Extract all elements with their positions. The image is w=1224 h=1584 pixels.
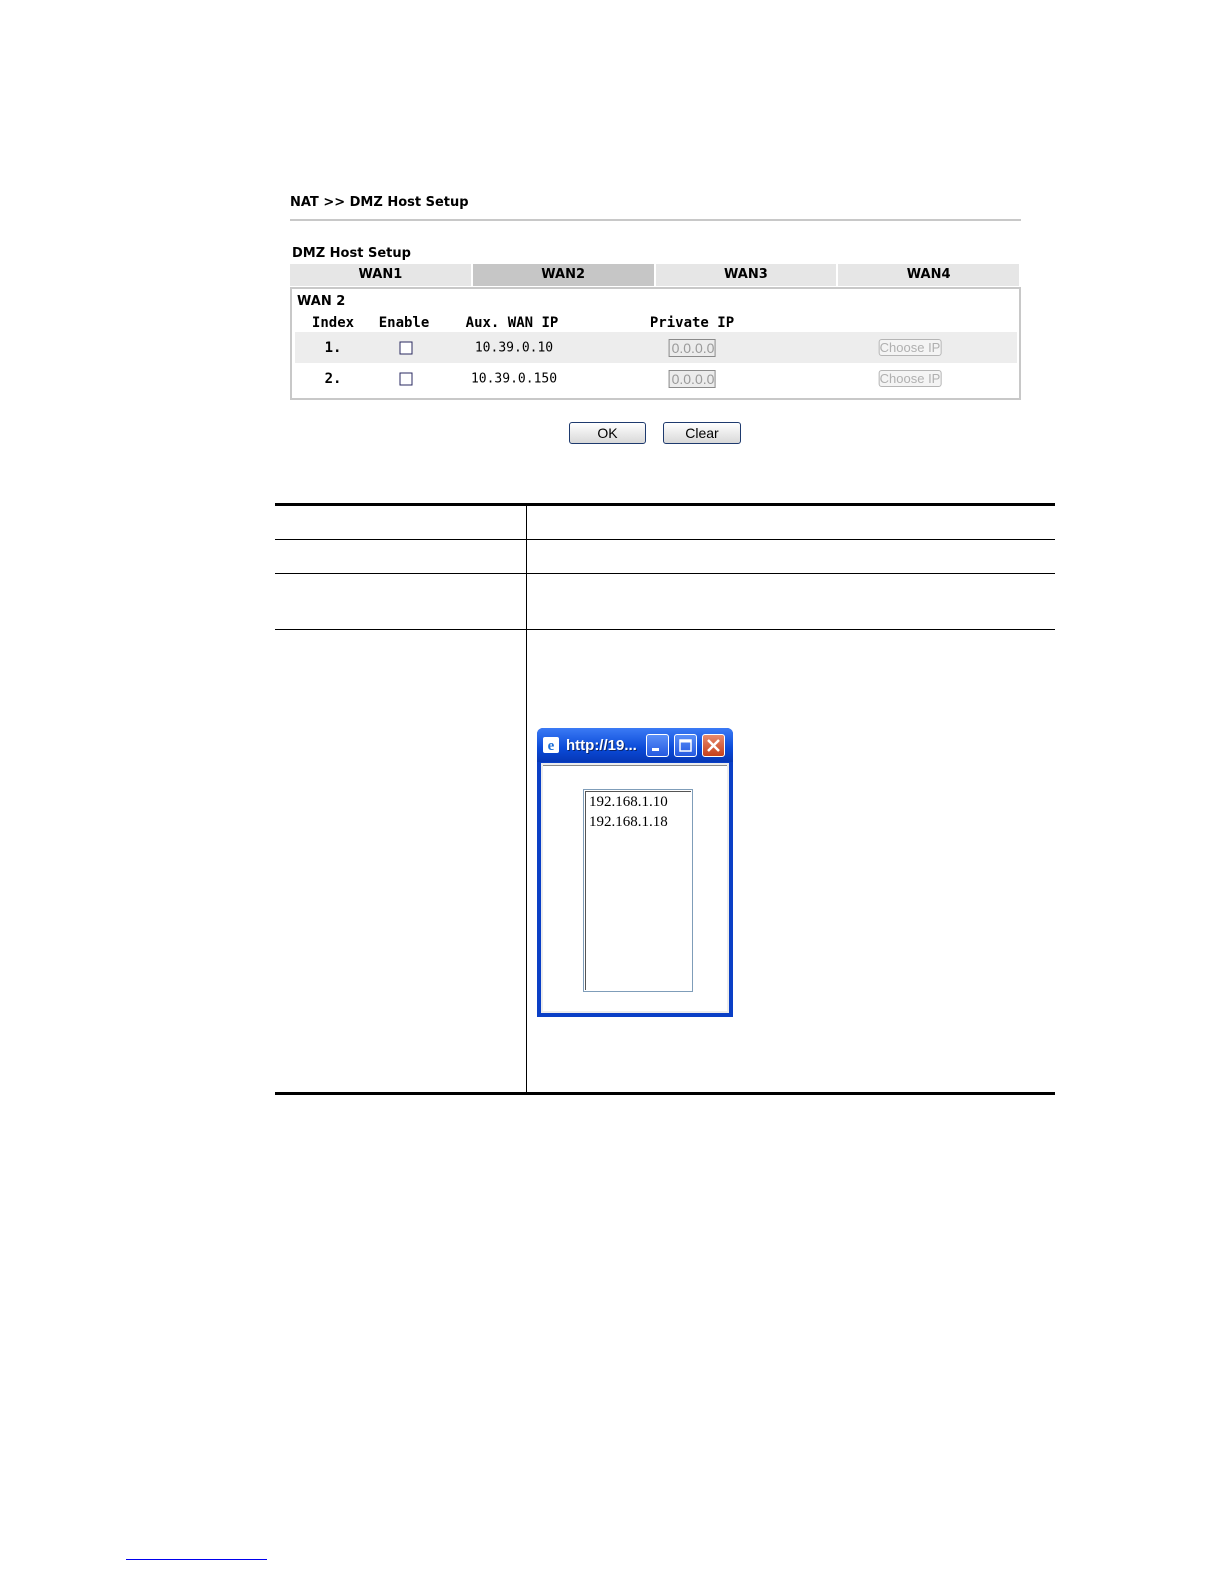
row-index: 2. — [324, 370, 342, 387]
svg-text:e: e — [547, 738, 555, 754]
minimize-button[interactable] — [646, 734, 669, 757]
tab-wan3[interactable]: WAN3 — [656, 264, 837, 286]
popup-title: http://19... — [566, 737, 637, 754]
popup-body — [541, 763, 729, 1013]
header-aux-wan-ip: Aux. WAN IP — [465, 315, 559, 331]
maximize-icon — [675, 735, 696, 756]
list-item[interactable]: 192.168.1.18 — [589, 814, 668, 830]
table-rule — [275, 629, 1055, 630]
table-column-divider — [526, 505, 527, 1094]
enable-checkbox-cell — [400, 372, 413, 385]
section-title: DMZ Host Setup — [292, 246, 411, 261]
ie-icon — [542, 736, 560, 754]
title-divider — [290, 219, 1021, 221]
aux-wan-ip: 10.39.0.150 — [470, 371, 558, 386]
list-item[interactable]: 192.168.1.10 — [589, 794, 668, 810]
table-top-rule — [275, 503, 1055, 506]
choose-ip-popup-window — [537, 728, 733, 1017]
close-button[interactable] — [702, 734, 725, 757]
private-ip-cell — [669, 369, 716, 389]
wan-tabs — [290, 264, 1019, 286]
enable-checkbox[interactable] — [400, 372, 413, 385]
private-ip-cell — [669, 338, 716, 358]
choose-ip-cell — [879, 338, 942, 358]
aux-wan-ip: 10.39.0.10 — [474, 340, 554, 355]
dmz-host-panel — [290, 287, 1021, 400]
table-row — [295, 363, 1017, 394]
footnote-rule — [126, 1559, 267, 1560]
table-row — [295, 332, 1017, 363]
ok-button[interactable]: OK — [569, 422, 646, 444]
ip-listbox[interactable] — [583, 789, 693, 992]
close-icon — [703, 735, 724, 756]
header-index: Index — [311, 315, 355, 331]
choose-ip-cell — [879, 369, 942, 389]
clear-button[interactable]: Clear — [663, 422, 741, 444]
popup-content — [543, 765, 727, 1011]
header-enable: Enable — [378, 315, 430, 331]
tab-wan4[interactable]: WAN4 — [838, 264, 1019, 286]
wan-label: WAN 2 — [297, 294, 346, 309]
enable-checkbox-cell — [400, 341, 413, 354]
minimize-icon — [647, 735, 668, 756]
tab-wan2[interactable]: WAN2 — [473, 264, 654, 286]
tab-wan1[interactable]: WAN1 — [290, 264, 471, 286]
choose-ip-button[interactable]: Choose IP — [879, 339, 941, 355]
enable-checkbox[interactable] — [400, 341, 413, 354]
table-bottom-rule — [275, 1092, 1055, 1095]
maximize-button[interactable] — [674, 734, 697, 757]
private-ip-field[interactable]: 0.0.0.0 — [669, 370, 716, 388]
choose-ip-button[interactable]: Choose IP — [879, 370, 941, 386]
header-private-ip: Private IP — [649, 315, 735, 331]
breadcrumb: NAT >> DMZ Host Setup — [290, 195, 469, 210]
row-index: 1. — [324, 339, 342, 356]
private-ip-field[interactable]: 0.0.0.0 — [669, 339, 716, 357]
table-rule — [275, 539, 1055, 540]
ip-listbox-inner — [585, 791, 691, 990]
popup-titlebar[interactable] — [537, 728, 733, 762]
table-rule — [275, 573, 1055, 574]
